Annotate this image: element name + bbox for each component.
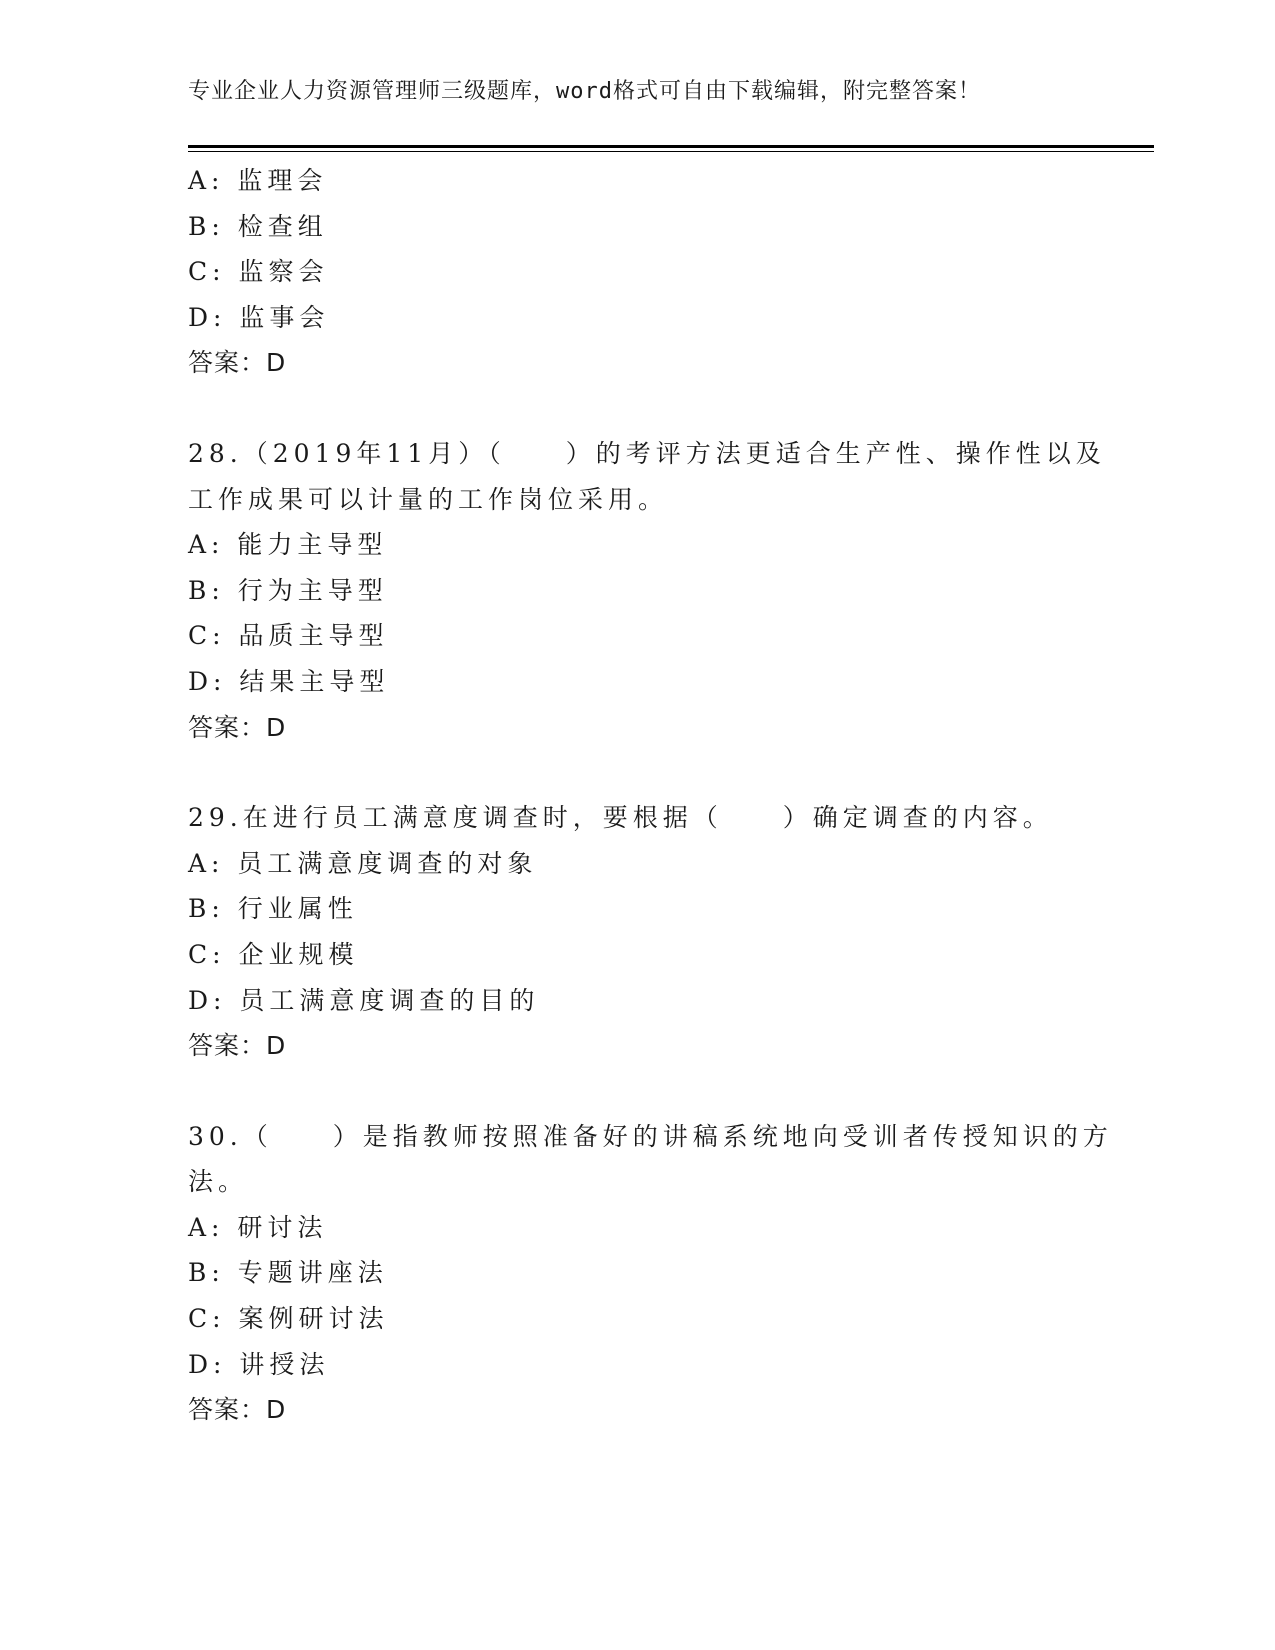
question-27-tail xyxy=(188,158,1088,386)
option-a: A: 员工满意度调查的对象 xyxy=(188,848,538,878)
question-stem: 29.在进行员工满意度调查时，要根据（ ）确定调查的内容。 xyxy=(188,803,1053,833)
question-29 xyxy=(188,795,1088,1069)
option-b: B: 专题讲座法 xyxy=(188,1258,388,1288)
option-c: C: 企业规模 xyxy=(188,939,359,969)
header-rule-thin xyxy=(188,151,1154,152)
question-stem-continued: 工作成果可以计量的工作岗位采用。 xyxy=(188,484,669,514)
answer: 答案：D xyxy=(188,1031,287,1061)
answer: 答案：D xyxy=(188,348,287,378)
option-a: A: 监理会 xyxy=(188,166,328,195)
page-header: 专业企业人力资源管理师三级题库，word格式可自由下载编辑，附完整答案！ xyxy=(188,79,981,104)
question-stem: 28.（2019年11月）（ ）的考评方法更适合生产性、操作性以及 xyxy=(188,438,1106,468)
question-30 xyxy=(188,1114,1113,1433)
option-d: D: 监事会 xyxy=(188,302,330,332)
option-a: A: 研讨法 xyxy=(188,1212,328,1242)
option-c: C: 监察会 xyxy=(188,257,329,287)
option-b: B: 检查组 xyxy=(188,211,328,241)
option-b: B: 行业属性 xyxy=(188,894,358,924)
option-b: B: 行为主导型 xyxy=(188,575,388,605)
option-d: D: 结果主导型 xyxy=(188,666,390,696)
answer: 答案：D xyxy=(188,1395,287,1425)
question-28 xyxy=(188,431,1106,750)
option-c: C: 案例研讨法 xyxy=(188,1304,389,1334)
option-d: D: 讲授法 xyxy=(188,1349,330,1379)
question-stem: 30.（ ）是指教师按照准备好的讲稿系统地向受训者传授知识的方 xyxy=(188,1121,1113,1151)
document-body xyxy=(188,158,1113,1433)
option-d: D: 员工满意度调查的目的 xyxy=(188,985,540,1015)
option-a: A: 能力主导型 xyxy=(188,530,388,560)
header-rule-thick xyxy=(188,145,1154,148)
option-c: C: 品质主导型 xyxy=(188,621,389,651)
answer: 答案：D xyxy=(188,712,287,742)
question-stem-continued: 法。 xyxy=(188,1167,249,1197)
